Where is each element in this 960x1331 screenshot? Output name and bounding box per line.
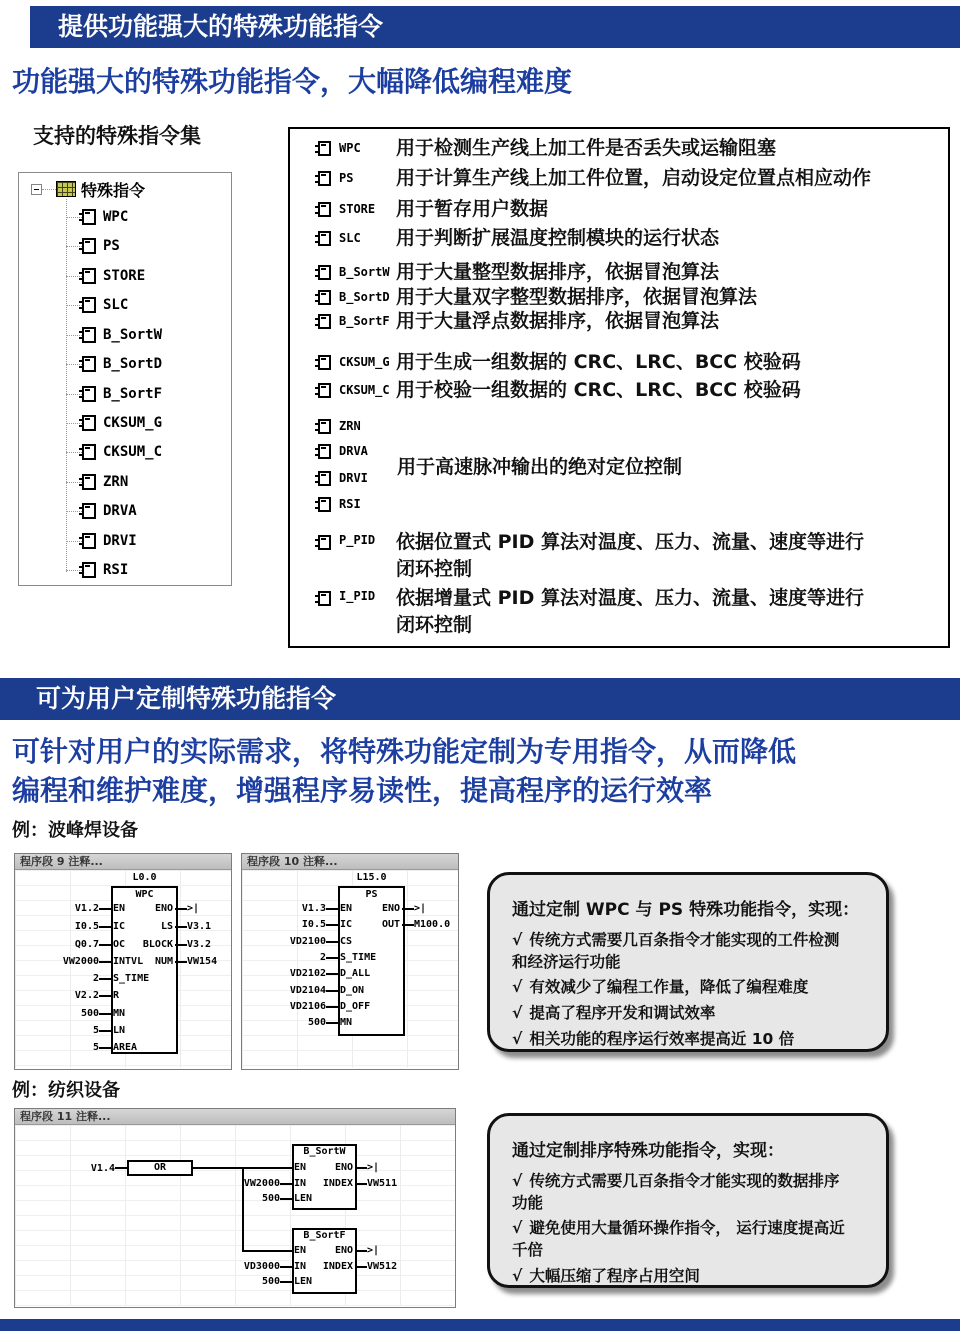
pin-row [197, 1177, 415, 1190]
operand: VW154 [187, 956, 218, 967]
tree-item-label: B_SortW [103, 327, 163, 343]
check-icon: √ [512, 1004, 523, 1023]
wire-stub [355, 1167, 367, 1169]
instruction-block-icon [82, 356, 96, 372]
operand: 2 [92, 973, 99, 984]
operand: 500 [261, 1276, 280, 1287]
network-title-bar: 程序段 9 注释... [15, 854, 231, 870]
tree-item [66, 353, 162, 375]
operand: VD2100 [289, 936, 326, 947]
pin-name: BLOCK [142, 939, 173, 950]
pin-name: ENO [334, 1245, 353, 1256]
callout-item-text: 传统方式需要几百条指令才能实现的数据排序功能 [512, 1172, 840, 1212]
pin-row [15, 1041, 233, 1054]
wire-stub [280, 1281, 292, 1283]
ladder-window-network11 [14, 1108, 456, 1308]
wire-stub [326, 957, 338, 959]
ladder-window-network10 [241, 853, 459, 1070]
instruction-block-icon [318, 591, 331, 606]
callout-item [512, 1218, 848, 1261]
tree-root [31, 178, 145, 200]
pin-name: D_ON [340, 985, 365, 996]
or-block: OR [127, 1160, 193, 1176]
instruction-group-desc: 用于高速脉冲输出的绝对定位控制 [397, 456, 683, 478]
wire-stub [175, 944, 187, 946]
callout-item-text: 有效减少了编程工作量，降低了编程难度 [529, 978, 809, 997]
pin-row [242, 918, 460, 931]
tree-item-label: DRVA [103, 503, 137, 519]
tree-item [66, 265, 145, 287]
instruction-row [318, 465, 391, 491]
instruction-block-icon [318, 314, 331, 329]
wire-stub [99, 1013, 111, 1015]
instruction-name: CKSUM_C [339, 383, 390, 397]
block-name: B_SortF [303, 1230, 346, 1241]
instruction-name: RSI [339, 497, 361, 511]
ladder-canvas [15, 870, 231, 1068]
wire-stub [99, 1030, 111, 1032]
wire-stub [175, 961, 187, 963]
check-icon: √ [512, 1266, 523, 1285]
pin-name: IN [294, 1178, 307, 1189]
instruction-desc: 用于暂存用户数据 [396, 197, 549, 220]
tree-item [66, 559, 128, 581]
callout-item [512, 1171, 848, 1214]
wire-stub [99, 944, 111, 946]
wire-stub [326, 924, 338, 926]
instruction-block-icon [318, 535, 331, 550]
operand: V3.2 [187, 939, 212, 950]
callout-item [512, 1003, 848, 1025]
tree-title: 支持的特殊指令集 [33, 124, 201, 148]
pin-name: EN [113, 903, 126, 914]
callout-title: 通过定制排序特殊功能指令，实现： [512, 1141, 784, 1161]
operand: V1.2 [74, 903, 99, 914]
operand: VD2106 [289, 1001, 326, 1012]
instruction-block-icon [318, 290, 331, 305]
check-icon: √ [512, 978, 523, 997]
tree-item [66, 412, 162, 434]
example2-label: 例：纺织设备 [12, 1080, 120, 1101]
pin-row [15, 920, 233, 933]
pin-name: IC [113, 921, 126, 932]
tree-dots [42, 189, 56, 190]
network-title-bar: 程序段 11 注释... [15, 1109, 455, 1125]
tree-item-label: PS [103, 238, 120, 254]
wire-stub [326, 941, 338, 943]
instruction-desc: 用于大量双字整型数据排序，依据冒泡算法 [396, 285, 758, 308]
instruction-block-icon [318, 265, 331, 280]
tree-item-label: RSI [103, 562, 129, 578]
section2-paragraph [12, 732, 796, 810]
pin-name: R [113, 990, 120, 1001]
pin-row [15, 972, 233, 985]
pin-row [197, 1260, 415, 1273]
check-icon: √ [512, 1219, 523, 1238]
wire-stub [99, 926, 111, 928]
instruction-row [318, 491, 391, 517]
instruction-row [318, 438, 391, 464]
instruction-block-icon [82, 238, 96, 254]
pin-name: CS [340, 936, 353, 947]
or-contact-row [15, 1160, 193, 1176]
callout-item-text: 相关功能的程序运行效率提高近 10 倍 [529, 1029, 795, 1048]
instruction-name: DRVI [339, 471, 368, 485]
wire-stub [280, 1167, 292, 1169]
section2-banner [0, 678, 960, 720]
callout-item [512, 1266, 848, 1288]
callout-item-text: 避免使用大量循环操作指令， 运行速度提高近千倍 [512, 1219, 845, 1260]
pin-row [15, 1024, 233, 1037]
instruction-row [318, 308, 941, 334]
instruction-block-icon [318, 202, 331, 217]
operand: V1.4 [90, 1162, 115, 1174]
instruction-name: DRVA [339, 444, 368, 458]
pin-name: EN [294, 1162, 307, 1173]
instruction-desc: 依据增量式 PID 算法对温度、压力、流量、速度等进行闭环控制 [396, 587, 864, 636]
instruction-block-icon [318, 444, 331, 459]
pin-name: MN [340, 1017, 353, 1028]
wire-stub [280, 1250, 292, 1252]
footer-band [0, 1319, 960, 1331]
tree-dots [66, 364, 82, 365]
tree-dots [66, 305, 82, 306]
pin-name: OUT [381, 919, 400, 930]
instruction-name: ZRN [339, 419, 361, 433]
pin-name: INDEX [322, 1261, 353, 1272]
operand: >| [367, 1245, 380, 1256]
pin-row [15, 938, 233, 951]
operand: VW511 [367, 1178, 398, 1189]
pin-row [242, 1016, 460, 1029]
wire-stub [280, 1266, 292, 1268]
tree-dots [66, 246, 82, 247]
pin-name: IC [340, 919, 353, 930]
instruction-row [318, 196, 941, 222]
tree-dots [66, 452, 82, 453]
instruction-desc: 依据位置式 PID 算法对温度、压力、流量、速度等进行闭环控制 [396, 531, 864, 580]
instruction-block-icon [318, 231, 331, 246]
operand: >| [414, 903, 427, 914]
pin-row [197, 1192, 415, 1205]
tree-item [66, 235, 120, 257]
pin-name: INDEX [322, 1178, 353, 1189]
operand: M100.0 [414, 919, 451, 930]
operand: VD3000 [243, 1261, 280, 1272]
instruction-name: WPC [339, 141, 361, 155]
tree-root-label: 特殊指令 [81, 180, 146, 200]
pin-row [242, 1000, 460, 1013]
block-name: B_SortW [303, 1146, 346, 1157]
pin-name: OC [113, 939, 126, 950]
wire-stub [99, 908, 111, 910]
tree-dots [66, 482, 82, 483]
instruction-name: CKSUM_G [339, 355, 390, 369]
tree-item [66, 441, 162, 463]
instruction-block-icon [82, 268, 96, 284]
operand: V2.2 [74, 990, 99, 1001]
operand: I0.5 [301, 919, 326, 930]
instruction-name: B_SortF [339, 314, 390, 328]
pin-name: LEN [294, 1193, 313, 1204]
tree-dots [66, 217, 82, 218]
tree-dots [66, 570, 82, 571]
pin-name: ENO [381, 903, 400, 914]
instruction-block-icon [82, 327, 96, 343]
tree-item-label: SLC [103, 297, 129, 313]
pin-row [242, 951, 460, 964]
tree-item-label: B_SortF [103, 386, 163, 402]
wire-stub [402, 908, 414, 910]
operand: VD2102 [289, 968, 326, 979]
operand: Q0.7 [74, 939, 99, 950]
instruction-desc: 用于大量整型数据排序，依据冒泡算法 [396, 260, 720, 283]
tree-item [66, 383, 162, 405]
section1-banner-text: 提供功能强大的特殊功能指令 [58, 12, 384, 41]
instruction-desc: 用于校验一组数据的 CRC、LRC、BCC 校验码 [396, 378, 801, 401]
instruction-block-icon [82, 562, 96, 578]
block-label: L15.0 [356, 872, 387, 883]
tree-dots [66, 335, 82, 336]
wire-stub [99, 1047, 111, 1049]
collapse-icon [31, 184, 42, 195]
wire-stub [355, 1183, 367, 1185]
operand: VD2104 [289, 985, 326, 996]
instruction-row [318, 259, 941, 285]
tree-item [66, 324, 162, 346]
pin-row [197, 1275, 415, 1288]
wire-stub [115, 1167, 127, 1169]
tree-item [66, 294, 128, 316]
instruction-block-icon [82, 415, 96, 431]
block-label: L0.0 [132, 872, 157, 883]
check-icon: √ [512, 1029, 523, 1048]
wire-stub [280, 1198, 292, 1200]
tree-dots [66, 541, 82, 542]
instruction-name: B_SortW [339, 265, 390, 279]
block-name: PS [365, 889, 378, 900]
callout-item-text: 提高了程序开发和调试效率 [529, 1004, 716, 1023]
instruction-desc: 用于判断扩展温度控制模块的运行状态 [396, 226, 720, 249]
instruction-row [318, 377, 941, 403]
wire-stub [99, 978, 111, 980]
example1-label: 例：波峰焊设备 [12, 820, 138, 841]
operand: I0.5 [74, 921, 99, 932]
section1-heading: 功能强大的特殊功能指令，大幅降低编程难度 [12, 65, 573, 98]
tree-dots [66, 276, 82, 277]
pin-row [15, 1007, 233, 1020]
instruction-block-icon [318, 141, 331, 156]
callout-title: 通过定制 WPC 与 PS 特殊功能指令，实现： [512, 900, 860, 920]
operand: 500 [261, 1193, 280, 1204]
check-icon: √ [512, 1172, 523, 1190]
instruction-row [318, 165, 941, 191]
instruction-block-icon [82, 474, 96, 490]
pin-name: ENO [154, 903, 173, 914]
tree-dots [66, 423, 82, 424]
wire-stub [175, 908, 187, 910]
instruction-row [318, 225, 941, 251]
instruction-block-icon [82, 444, 96, 460]
tree-item-label: CKSUM_G [103, 415, 163, 431]
callout-item [512, 930, 848, 973]
instruction-row [318, 529, 866, 585]
wire-stub [99, 995, 111, 997]
instruction-block-icon [82, 297, 96, 313]
tree-item-label: ZRN [103, 474, 129, 490]
wire-stub [99, 961, 111, 963]
operand: 500 [80, 1008, 99, 1019]
callout-sorting [487, 1113, 889, 1288]
pin-name: S_TIME [340, 952, 377, 963]
pin-row [242, 935, 460, 948]
pin-name: ENO [334, 1162, 353, 1173]
operand: >| [367, 1162, 380, 1173]
pin-name: LN [113, 1025, 126, 1036]
pin-name: INTVL [113, 956, 144, 967]
wire-stub [280, 1183, 292, 1185]
pin-name: D_ALL [340, 968, 371, 979]
instruction-block-icon [318, 419, 331, 434]
tree-item [66, 530, 137, 552]
pin-row [15, 902, 233, 915]
instruction-block-icon [82, 533, 96, 549]
instruction-row [318, 413, 391, 439]
instruction-block-icon [318, 355, 331, 370]
pin-row [242, 902, 460, 915]
pin-row [197, 1244, 415, 1257]
instruction-row [318, 585, 866, 641]
wire-stub [402, 924, 414, 926]
pin-name: LS [160, 921, 173, 932]
tree-item [66, 500, 137, 522]
instruction-block-icon [82, 209, 96, 225]
callout-item-text: 传统方式需要几百条指令才能实现的工件检测和经济运行功能 [512, 931, 840, 971]
tree-item [66, 471, 128, 493]
tree-dots [66, 394, 82, 395]
operand: VW2000 [243, 1178, 280, 1189]
wire-stub [326, 990, 338, 992]
wire-stub [355, 1266, 367, 1268]
wire-stub [326, 1006, 338, 1008]
ladder-canvas [15, 1125, 455, 1306]
pin-name: MN [113, 1008, 126, 1019]
callout-item [512, 977, 848, 999]
pin-name: LEN [294, 1276, 313, 1287]
instruction-block-icon [318, 497, 331, 512]
instruction-name: I_PID [339, 589, 376, 603]
operand: 500 [307, 1017, 326, 1028]
tree-item-label: B_SortD [103, 356, 163, 372]
instruction-block-icon [318, 383, 331, 398]
instruction-desc: 用于检测生产线上加工件是否丢失或运输阻塞 [396, 136, 777, 159]
instruction-row [318, 284, 941, 310]
pin-row [242, 984, 460, 997]
table-icon [56, 181, 76, 197]
wire-stub [326, 908, 338, 910]
operand: VW512 [367, 1261, 398, 1272]
wire-stub [175, 926, 187, 928]
instruction-block-icon [318, 471, 331, 486]
instruction-row [318, 349, 941, 375]
paragraph-line: 编程和维护难度，增强程序易读性，提高程序的运行效率 [12, 774, 713, 807]
pin-name: IN [294, 1261, 307, 1272]
instruction-name: P_PID [339, 533, 376, 547]
block-name: WPC [135, 889, 154, 900]
pin-row [15, 989, 233, 1002]
instruction-name: STORE [339, 202, 376, 216]
network-title-bar: 程序段 10 注释... [242, 854, 458, 870]
tree-item-label: STORE [103, 268, 146, 284]
pin-row [197, 1161, 415, 1174]
tree-item [66, 206, 128, 228]
check-icon: √ [512, 931, 523, 949]
instruction-row [318, 135, 941, 161]
operand: 2 [319, 952, 326, 963]
pin-name: EN [294, 1245, 307, 1256]
pin-name: NUM [154, 956, 173, 967]
instruction-desc: 用于计算生产线上加工件位置，启动设定位置点相应动作 [396, 166, 872, 189]
pin-name: AREA [113, 1042, 138, 1053]
pin-name: EN [340, 903, 353, 914]
operand: 5 [92, 1025, 99, 1036]
operand: 5 [92, 1042, 99, 1053]
tree-item-label: WPC [103, 209, 129, 225]
instruction-block-icon [82, 386, 96, 402]
wire-stub [326, 1022, 338, 1024]
instruction-block-icon [82, 503, 96, 519]
paragraph-line: 可针对用户的实际需求，将特殊功能定制为专用指令，从而降低 [12, 735, 797, 768]
instruction-block-icon [318, 171, 331, 186]
tree-item-label: DRVI [103, 533, 137, 549]
instruction-tree [18, 172, 232, 586]
callout-item-text: 大幅压缩了程序占用空间 [529, 1266, 700, 1285]
operand: V1.3 [301, 903, 326, 914]
operand: V3.1 [187, 921, 212, 932]
pin-name: D_OFF [340, 1001, 371, 1012]
pin-name: S_TIME [113, 973, 150, 984]
ladder-window-network9 [14, 853, 232, 1070]
tree-item-label: CKSUM_C [103, 444, 163, 460]
instruction-desc: 用于大量浮点数据排序，依据冒泡算法 [396, 309, 720, 332]
callout-wpc-ps [487, 872, 889, 1052]
instruction-desc: 用于生成一组数据的 CRC、LRC、BCC 校验码 [396, 350, 801, 373]
instruction-description-panel [288, 127, 950, 648]
callout-item [512, 1029, 848, 1051]
operand: >| [187, 903, 200, 914]
instruction-name: B_SortD [339, 290, 390, 304]
pin-row [242, 967, 460, 980]
instruction-name: SLC [339, 231, 361, 245]
instruction-name: PS [339, 171, 354, 185]
section1-banner [30, 6, 960, 48]
operand: VW2000 [62, 956, 99, 967]
ladder-canvas [242, 870, 458, 1068]
wire-stub [355, 1250, 367, 1252]
section2-banner-text: 可为用户定制特殊功能指令 [36, 684, 337, 713]
tree-dots [66, 511, 82, 512]
wire-stub [326, 973, 338, 975]
pin-row [15, 955, 233, 968]
